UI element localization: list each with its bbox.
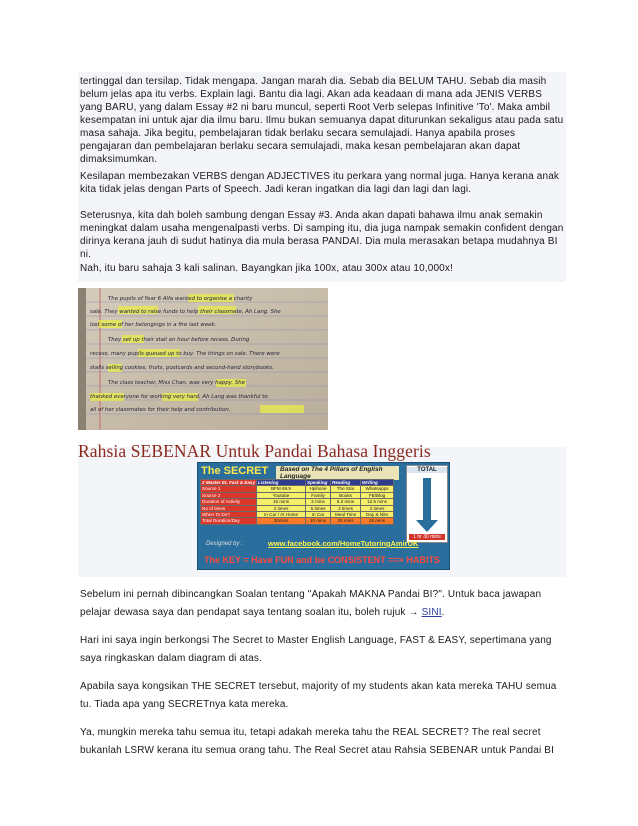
sini-link[interactable]: SINI	[421, 607, 442, 618]
paragraph-2: Kesilapan membezakan VERBS dengan ADJECTIVES itu perkara yang normal juga. Hanya kerana anak kita tidak jelas dengan Parts of Speech. Jadi keran ingatkan dia lagi dan lagi dan lagi.	[80, 171, 560, 195]
section-heading: Rahsia SEBENAR Untuk Pandai Bahasa Inggeris	[78, 441, 431, 461]
paragraph-5-text: Sebelum ini pernah dibincangkan Soalan tentang "Apakah MAKNA Pandai BI?". Untuk baca jawapan pelajar dewasa saya dan pendapat saya tentang soalan itu, boleh rujuk →	[80, 589, 542, 618]
table-row: No of times 2 times 5 times 3 times 2 times	[201, 505, 394, 511]
notebook-line: sale. They wanted to raise funds to help their classmate, Ah Lang. She	[90, 309, 281, 315]
notebook-line: all of her classmates for their help and contribution.	[90, 407, 231, 413]
total-label: TOTAL	[407, 467, 447, 473]
notebook-line: stalls selling cookies, fruits, postcards and second-hand storybooks.	[90, 365, 274, 371]
down-arrow-icon	[407, 466, 447, 542]
paragraph-5-end: .	[441, 607, 445, 618]
paragraph-3: Seterusnya, kita dah boleh sambung dengan Essay #3. Anda akan dapati bahawa ilmu anak semakin meningkat dalam usaha mengenalpasti verbs. Di samping itu, dia juga nampak semakin confident dengan dirinya kerana jauh di sudut hatinya dia mula berasa PANDAI. Dia mula merasakan betapa mudahnya BI ni.	[80, 210, 564, 260]
table-row: Source 1 BFM 89.9 Hpihone The Star Whatsapps	[201, 486, 394, 492]
paragraph-6: Hari ini saya ingin berkongsi The Secret to Master English Language, FAST & EASY, sepertimana yang saya ringkaskan dalam diagram di atas.	[80, 635, 552, 664]
notebook-line: thanked everyone for working very hard. Ah Lang was thankful to	[90, 394, 268, 400]
table-row: Total Duration/Day 30mins 10 mins 25 mins 25 mins	[201, 518, 394, 524]
notebook-line: They set up their stall an hour before recess. During	[108, 337, 250, 343]
facebook-link[interactable]: www.facebook.com/HomeTutoringAmirUK	[268, 539, 419, 548]
notebook-line: The class teacher, Miss Chan, was very happy. She	[108, 380, 245, 386]
key-line: The KEY = Have FUN and be CONSISTENT ==> HABITS	[204, 555, 440, 565]
paragraph-8: Ya, mungkin mereka tahu semua itu, tetapi adakah mereka tahu the REAL SECRET? The real secret bukanlah LSRW kerana itu semua orang tahu. The Real Secret atau Rahsia SEBENAR untuk Pandai BI	[80, 727, 554, 756]
secret-table-header: 2 Master EL Fast & Easy Listening Speaking Reading Writing	[201, 480, 394, 486]
paragraph-1: tertinggal dan tersilap. Tidak mengapa. Jangan marah dia. Sebab dia BELUM TAHU. Sebab dia masih belum jelas apa itu verbs. Explain lagi. Bantu dia lagi. Akan ada keadaan di mana ada JENIS VERBS yang BARU, yang dalam Essay #2 ni baru muncul, seperti Root Verb selepas Infinitive 'To'. Maka ambil kesempatan ini untuk ajar dia ilmu baru. Ilmu bukan semuanya dapat diturunkan sekaligus atau pada satu masa sahaja. Jika begitu, pembelajaran tidak berlaku secara semulajadi. Hanya apabila proses pengajaran dan pembelajaran berlaku secara semulajadi, maka kesan pembelajaran akan dapat dimaksimumkan.	[80, 76, 564, 165]
table-row: Duration of Activity 15 mins 2 mins 8.3 mins 12.5 mins	[201, 499, 394, 505]
secret-table	[200, 479, 394, 525]
total-box	[406, 465, 448, 543]
table-row: When To Do? In Car / At Home In Car Meal Time Day & Nite	[201, 512, 394, 518]
paragraph-7: Apabila saya kongsikan THE SECRET tersebut, majority of my students akan kata mereka TAHU semua tu. Tiada apa yang SECRETnya kata mereka.	[80, 681, 557, 710]
secret-subtitle: Based on The 4 Pillars of English Language	[276, 466, 399, 480]
table-row: Source 2 Youtube Family Books FB/Blog	[201, 492, 394, 498]
total-value: 1 hr 30 mins	[409, 534, 445, 540]
notebook-line: recess, many pupils queued up to buy. The things on sale. There were	[90, 351, 280, 357]
paragraph-4: Nah, itu baru sahaja 3 kali salinan. Bayangkan jika 100x, atau 300x atau 10,000x!	[80, 263, 453, 274]
notebook-photo	[78, 288, 328, 430]
notebook-line: lost some of her belongings in a fire last week.	[90, 322, 217, 328]
secret-title: The SECRET	[201, 465, 269, 477]
notebook-line: The pupils of Year 6 Alfa wanted to organise a charity	[108, 296, 253, 302]
paragraph-5	[80, 586, 564, 622]
secret-diagram	[197, 462, 450, 570]
designed-by-label: Designed by :	[206, 541, 243, 547]
